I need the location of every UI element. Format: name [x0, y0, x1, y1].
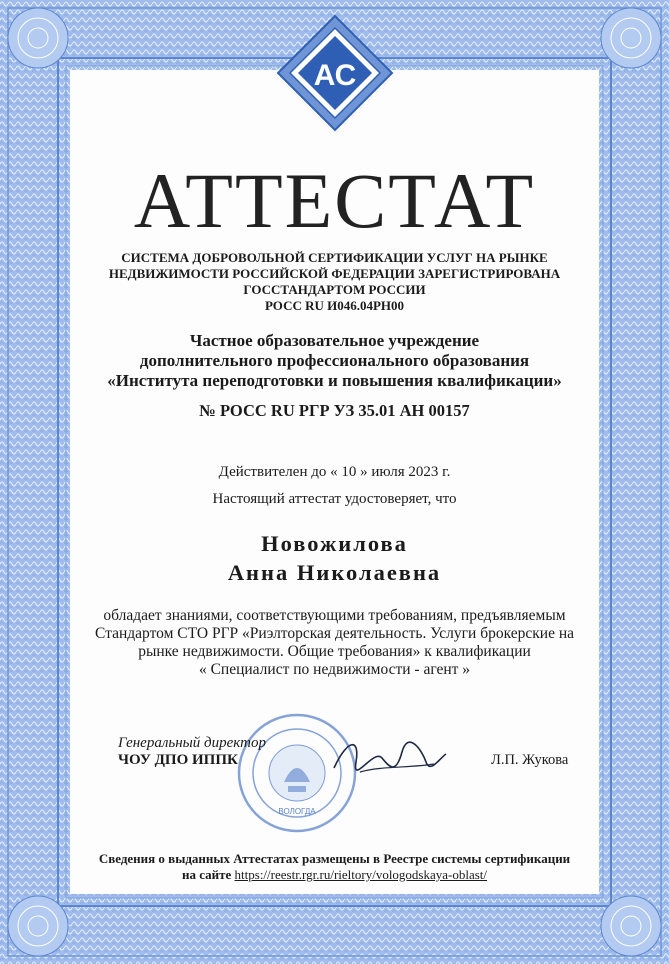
validity-date: Действителен до « 10 » июля 2023 г.: [218, 464, 451, 480]
holder-surname: Новожилова: [261, 531, 408, 556]
organization-line: Частное образовательное учреждение: [189, 331, 480, 350]
registry-site-prefix: на сайте: [181, 867, 235, 882]
organization-line: дополнительного профессионального образования: [139, 351, 530, 370]
registry-link[interactable]: https://reestr.rgr.ru/rieltory/vologodskaya-oblast/: [234, 867, 488, 882]
registry-notice: Сведения о выданных Аттестатах размещены в Реестре системы сертификации: [98, 851, 571, 866]
registry-site-line: [0, 867, 669, 883]
system-line: НЕДВИЖИМОСТИ РОССИЙСКОЙ ФЕДЕРАЦИИ ЗАРЕГИСТРИРОВАНА: [108, 266, 561, 281]
signatory-name: Л.П. Жукова: [491, 752, 569, 768]
association-logo: [276, 14, 394, 132]
system-registration-code: РОСС RU И046.04РН00: [264, 298, 405, 313]
director-signature: [330, 728, 450, 788]
system-line: ГОССТАНДАРТОМ РОССИИ: [243, 282, 426, 297]
certificate-title: АТТЕСТАТ: [133, 157, 536, 244]
organization-line: «Института переподготовки и повышения квалификации»: [107, 371, 562, 390]
statement-line: Стандартом СТО РГР «Риэлторская деятельность. Услуги брокерские на: [95, 625, 574, 642]
svg-text:ВОЛОГДА: ВОЛОГДА: [278, 807, 316, 816]
system-line: СИСТЕМА ДОБРОВОЛЬНОЙ СЕРТИФИКАЦИИ УСЛУГ НА РЫНКЕ: [121, 250, 548, 265]
registration-number: № РОСС RU РГР УЗ 35.01 АН 00157: [199, 401, 470, 420]
svg-text:АС: АС: [313, 59, 357, 92]
statement-line: обладает знаниями, соответствующими требованиям, предъявляемым: [103, 607, 566, 624]
statement-line: рынке недвижимости. Общие требования» к квалификации: [138, 643, 531, 660]
qualification-line: « Специалист по недвижимости - агент »: [198, 661, 471, 678]
certifies-text: Настоящий аттестат удостоверяет, что: [212, 491, 457, 507]
signatory-title: Генеральный директор: [118, 735, 266, 751]
signatory-organization: ЧОУ ДПО ИППК: [118, 752, 238, 768]
holder-name: Анна Николаевна: [227, 560, 442, 585]
